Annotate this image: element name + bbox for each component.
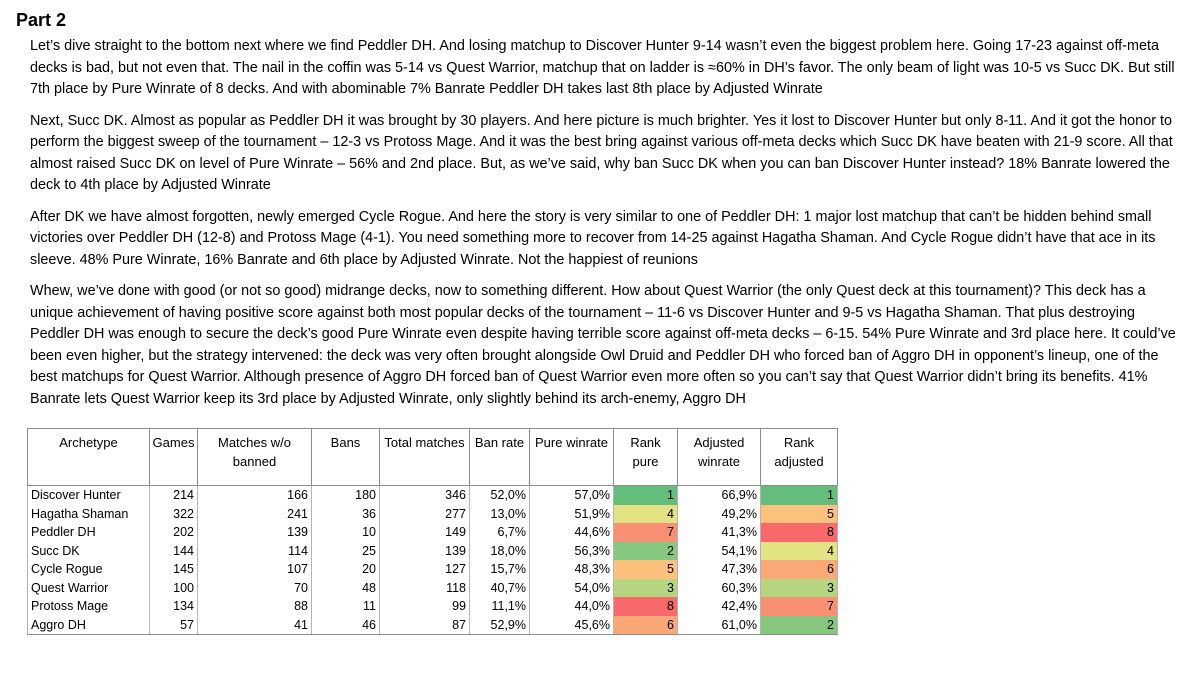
cell-pure-winrate: 57,0% xyxy=(530,486,614,505)
col-header-pure-winrate: Pure winrate xyxy=(530,429,614,486)
cell-games: 322 xyxy=(150,505,198,524)
article-body xyxy=(30,36,1182,420)
table-row xyxy=(28,579,838,598)
cell-adjusted-winrate: 66,9% xyxy=(678,486,761,505)
cell-matches-wo-banned: 41 xyxy=(198,616,312,635)
cell-archetype: Quest Warrior xyxy=(28,579,150,598)
col-header-rank-pure: Rank pure xyxy=(614,429,678,486)
cell-matches-wo-banned: 70 xyxy=(198,579,312,598)
cell-bans: 36 xyxy=(312,505,380,524)
cell-matches-wo-banned: 139 xyxy=(198,523,312,542)
cell-adjusted-winrate: 47,3% xyxy=(678,560,761,579)
cell-archetype: Cycle Rogue xyxy=(28,560,150,579)
col-header-games: Games xyxy=(150,429,198,486)
cell-bans: 25 xyxy=(312,542,380,561)
cell-bans: 10 xyxy=(312,523,380,542)
cell-bans: 46 xyxy=(312,616,380,635)
cell-rank-adjusted: 8 xyxy=(761,523,838,542)
cell-bans: 48 xyxy=(312,579,380,598)
cell-matches-wo-banned: 88 xyxy=(198,597,312,616)
cell-ban-rate: 6,7% xyxy=(470,523,530,542)
cell-archetype: Aggro DH xyxy=(28,616,150,635)
cell-rank-adjusted: 7 xyxy=(761,597,838,616)
table-row xyxy=(28,616,838,635)
cell-ban-rate: 18,0% xyxy=(470,542,530,561)
cell-bans: 180 xyxy=(312,486,380,505)
table-row xyxy=(28,523,838,542)
cell-pure-winrate: 44,6% xyxy=(530,523,614,542)
cell-rank-adjusted: 2 xyxy=(761,616,838,635)
cell-pure-winrate: 48,3% xyxy=(530,560,614,579)
stats-table xyxy=(27,428,838,635)
cell-total-matches: 118 xyxy=(380,579,470,598)
cell-adjusted-winrate: 54,1% xyxy=(678,542,761,561)
cell-total-matches: 87 xyxy=(380,616,470,635)
cell-matches-wo-banned: 107 xyxy=(198,560,312,579)
cell-ban-rate: 13,0% xyxy=(470,505,530,524)
table-row xyxy=(28,505,838,524)
cell-archetype: Discover Hunter xyxy=(28,486,150,505)
cell-rank-pure: 4 xyxy=(614,505,678,524)
cell-total-matches: 139 xyxy=(380,542,470,561)
paragraph-quest-warrior: Whew, we’ve done with good (or not so good) midrange decks, now to something different. How about Quest Warrior (the only Quest deck at this tournament)? This deck has a unique achievement of having positive score against both most popular decks of the tournament – 11-6 vs Discover Hunter and 9-5 vs Hagatha Shaman. That plus destroying Peddler DH was enough to secure the deck’s good Pure Winrate even despite having terrible score against off-meta decks – 6-15. 54% Pure Winrate and 3rd place here. It could’ve been even higher, but the strategy intervened: the deck was very often brought alongside Owl Druid and Peddler DH who forced ban of Aggro DH in opponent’s lineup, one of the best matchups for Quest Warrior. Although presence of Aggro DH forced ban of Quest Warrior even more often so you can’t say that Quest Warrior didn’t bring its benefits. 41% Banrate lets Quest Warrior keep its 3rd place by Adjusted Winrate, only slightly behind its arch-enemy, Aggro DH xyxy=(30,283,1176,407)
cell-rank-adjusted: 4 xyxy=(761,542,838,561)
cell-games: 144 xyxy=(150,542,198,561)
cell-adjusted-winrate: 60,3% xyxy=(678,579,761,598)
cell-rank-pure: 2 xyxy=(614,542,678,561)
cell-rank-adjusted: 5 xyxy=(761,505,838,524)
cell-pure-winrate: 44,0% xyxy=(530,597,614,616)
cell-adjusted-winrate: 41,3% xyxy=(678,523,761,542)
page-title: Part 2 xyxy=(16,10,67,30)
cell-rank-pure: 8 xyxy=(614,597,678,616)
cell-rank-pure: 7 xyxy=(614,523,678,542)
cell-rank-pure: 6 xyxy=(614,616,678,635)
cell-archetype: Peddler DH xyxy=(28,523,150,542)
cell-total-matches: 127 xyxy=(380,560,470,579)
cell-bans: 11 xyxy=(312,597,380,616)
table-row xyxy=(28,486,838,505)
cell-rank-adjusted: 1 xyxy=(761,486,838,505)
paragraph-succ-dk: Next, Succ DK. Almost as popular as Peddler DH it was brought by 30 players. And here picture is much brighter. Yes it lost to Discover Hunter but only 8-11. And it got the honor to perform the biggest sweep of the tournament – 12-3 vs Protoss Mage. And it was the best bring against various off-meta decks which Succ DK have beaten with 21-9 score. All that almost raised Succ DK on level of Pure Winrate – 56% and 2nd place. But, as we’ve said, why ban Succ DK when you can ban Discover Hunter instead? 18% Banrate lowered the deck to 4th place by Adjusted Winrate xyxy=(30,112,1173,193)
cell-ban-rate: 40,7% xyxy=(470,579,530,598)
paragraph-cycle-rogue: After DK we have almost forgotten, newly emerged Cycle Rogue. And here the story is very similar to one of Peddler DH: 1 major lost matchup that can’t be hidden behind small victories over Peddler DH (12-8) and Protoss Mage (4-1). You need something more to recover from 14-25 against Hagatha Shaman. And Cycle Rogue didn’t have that ace in its sleeve. 48% Pure Winrate, 16% Banrate and 6th place by Adjusted Winrate. Not the happiest of reunions xyxy=(30,208,1156,268)
col-header-ban-rate: Ban rate xyxy=(470,429,530,486)
cell-rank-pure: 1 xyxy=(614,486,678,505)
col-header-archetype: Archetype xyxy=(28,429,150,486)
cell-archetype: Protoss Mage xyxy=(28,597,150,616)
cell-adjusted-winrate: 49,2% xyxy=(678,505,761,524)
cell-pure-winrate: 45,6% xyxy=(530,616,614,635)
cell-pure-winrate: 51,9% xyxy=(530,505,614,524)
cell-rank-pure: 3 xyxy=(614,579,678,598)
cell-rank-pure: 5 xyxy=(614,560,678,579)
cell-matches-wo-banned: 114 xyxy=(198,542,312,561)
col-header-bans: Bans xyxy=(312,429,380,486)
col-header-matches-wo-banned: Matches w/o banned xyxy=(198,429,312,486)
cell-pure-winrate: 54,0% xyxy=(530,579,614,598)
table-body xyxy=(28,486,838,635)
cell-games: 57 xyxy=(150,616,198,635)
col-header-adjusted-winrate: Adjusted winrate xyxy=(678,429,761,486)
cell-ban-rate: 15,7% xyxy=(470,560,530,579)
cell-archetype: Hagatha Shaman xyxy=(28,505,150,524)
cell-total-matches: 99 xyxy=(380,597,470,616)
col-header-rank-adjusted: Rank adjusted xyxy=(761,429,838,486)
cell-matches-wo-banned: 166 xyxy=(198,486,312,505)
table-row xyxy=(28,542,838,561)
col-header-total-matches: Total matches xyxy=(380,429,470,486)
cell-adjusted-winrate: 61,0% xyxy=(678,616,761,635)
cell-games: 202 xyxy=(150,523,198,542)
cell-ban-rate: 11,1% xyxy=(470,597,530,616)
table-row xyxy=(28,560,838,579)
cell-matches-wo-banned: 241 xyxy=(198,505,312,524)
cell-games: 214 xyxy=(150,486,198,505)
cell-archetype: Succ DK xyxy=(28,542,150,561)
cell-ban-rate: 52,9% xyxy=(470,616,530,635)
cell-ban-rate: 52,0% xyxy=(470,486,530,505)
paragraph-peddler-dh: Let’s dive straight to the bottom next where we find Peddler DH. And losing matchup to Discover Hunter 9-14 wasn’t even the biggest problem here. Going 17-23 against off-meta decks is bad, but not even that. The nail in the coffin was 5-14 vs Quest Warrior, matchup that on ladder is ≈60% in DH’s favor. The only beam of light was 10-5 vs Succ DK. But still 7th place by Pure Winrate of 8 decks. And with abominable 7% Banrate Peddler DH takes last 8th place by Adjusted Winrate xyxy=(30,38,1175,97)
cell-games: 145 xyxy=(150,560,198,579)
cell-total-matches: 346 xyxy=(380,486,470,505)
cell-games: 134 xyxy=(150,597,198,616)
table-row xyxy=(28,597,838,616)
cell-rank-adjusted: 6 xyxy=(761,560,838,579)
cell-total-matches: 149 xyxy=(380,523,470,542)
cell-total-matches: 277 xyxy=(380,505,470,524)
table-header-row xyxy=(28,429,838,486)
cell-adjusted-winrate: 42,4% xyxy=(678,597,761,616)
cell-pure-winrate: 56,3% xyxy=(530,542,614,561)
cell-bans: 20 xyxy=(312,560,380,579)
cell-games: 100 xyxy=(150,579,198,598)
cell-rank-adjusted: 3 xyxy=(761,579,838,598)
